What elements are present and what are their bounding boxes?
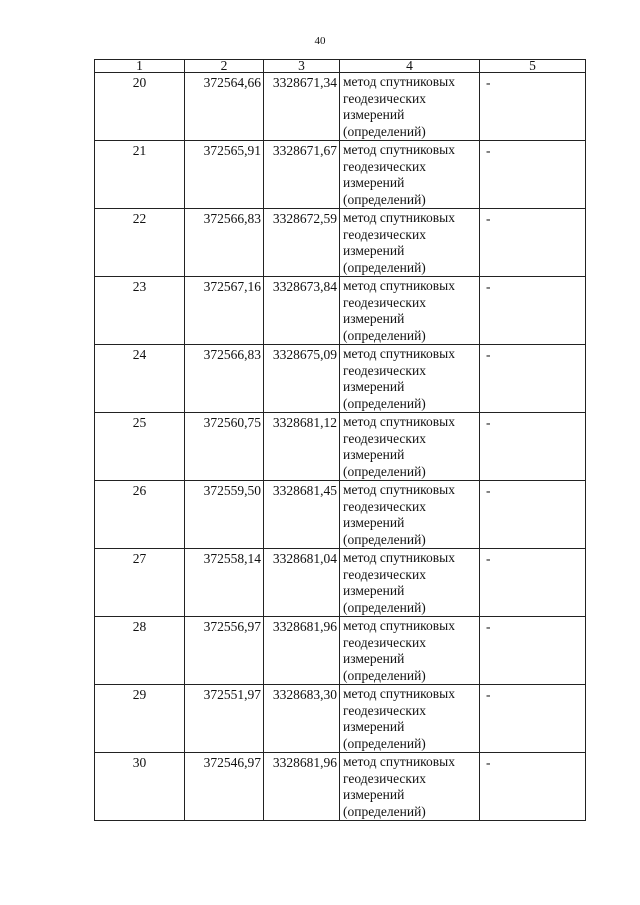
y-coordinate-cell: 3328673,84 bbox=[264, 277, 340, 345]
y-coordinate-cell: 3328672,59 bbox=[264, 209, 340, 277]
method-line: измерений bbox=[343, 447, 405, 462]
method-cell bbox=[340, 549, 480, 617]
table-row bbox=[95, 209, 586, 277]
note-cell: - bbox=[480, 685, 586, 753]
method-line: (определений) bbox=[343, 599, 426, 615]
y-coordinate-cell: 3328683,30 bbox=[264, 685, 340, 753]
y-coordinate-cell: 3328675,09 bbox=[264, 345, 340, 413]
point-number-cell: 29 bbox=[95, 685, 185, 753]
method-line: измерений bbox=[343, 379, 405, 394]
header-col-2: 2 bbox=[185, 60, 264, 73]
table-row bbox=[95, 141, 586, 209]
method-line: геодезических bbox=[343, 226, 426, 242]
note-cell: - bbox=[480, 481, 586, 549]
method-line: метод спутниковых bbox=[343, 74, 455, 89]
x-coordinate-cell: 372567,16 bbox=[185, 277, 264, 345]
y-coordinate-cell: 3328681,12 bbox=[264, 413, 340, 481]
point-number-cell: 23 bbox=[95, 277, 185, 345]
method-line: метод спутниковых bbox=[343, 210, 455, 225]
x-coordinate-cell: 372558,14 bbox=[185, 549, 264, 617]
method-line: геодезических bbox=[343, 566, 426, 582]
method-line: измерений bbox=[343, 175, 405, 190]
note-cell: - bbox=[480, 617, 586, 685]
x-coordinate-cell: 372564,66 bbox=[185, 73, 264, 141]
method-line: измерений bbox=[343, 787, 405, 802]
y-coordinate-cell: 3328671,34 bbox=[264, 73, 340, 141]
note-cell: - bbox=[480, 277, 586, 345]
method-line: измерений bbox=[343, 719, 405, 734]
method-line: геодезических bbox=[343, 430, 426, 446]
method-cell bbox=[340, 753, 480, 821]
method-line: геодезических bbox=[343, 702, 426, 718]
method-line: геодезических bbox=[343, 362, 426, 378]
header-col-3: 3 bbox=[264, 60, 340, 73]
method-line: (определений) bbox=[343, 259, 426, 275]
method-cell bbox=[340, 73, 480, 141]
method-line: геодезических bbox=[343, 158, 426, 174]
x-coordinate-cell: 372566,83 bbox=[185, 345, 264, 413]
header-col-1: 1 bbox=[95, 60, 185, 73]
point-number-cell: 25 bbox=[95, 413, 185, 481]
method-line: (определений) bbox=[343, 395, 426, 411]
point-number-cell: 28 bbox=[95, 617, 185, 685]
method-line: геодезических bbox=[343, 498, 426, 514]
method-line: геодезических bbox=[343, 90, 426, 106]
y-coordinate-cell: 3328681,96 bbox=[264, 753, 340, 821]
note-cell: - bbox=[480, 549, 586, 617]
method-cell bbox=[340, 345, 480, 413]
point-number-cell: 22 bbox=[95, 209, 185, 277]
x-coordinate-cell: 372566,83 bbox=[185, 209, 264, 277]
method-line: (определений) bbox=[343, 803, 426, 819]
header-col-4: 4 bbox=[340, 60, 480, 73]
table-body bbox=[95, 73, 586, 821]
header-col-5: 5 bbox=[480, 60, 586, 73]
point-number-cell: 20 bbox=[95, 73, 185, 141]
method-line: измерений bbox=[343, 311, 405, 326]
method-line: (определений) bbox=[343, 327, 426, 343]
method-line: метод спутниковых bbox=[343, 482, 455, 497]
table-row bbox=[95, 617, 586, 685]
table-row bbox=[95, 277, 586, 345]
method-line: (определений) bbox=[343, 667, 426, 683]
method-cell bbox=[340, 141, 480, 209]
table-row bbox=[95, 345, 586, 413]
method-line: измерений bbox=[343, 515, 405, 530]
method-line: геодезических bbox=[343, 294, 426, 310]
method-cell bbox=[340, 685, 480, 753]
table-row bbox=[95, 73, 586, 141]
y-coordinate-cell: 3328671,67 bbox=[264, 141, 340, 209]
note-cell: - bbox=[480, 141, 586, 209]
page-number: 40 bbox=[314, 35, 326, 47]
note-cell: - bbox=[480, 753, 586, 821]
table-row bbox=[95, 481, 586, 549]
point-number-cell: 27 bbox=[95, 549, 185, 617]
method-line: измерений bbox=[343, 107, 405, 122]
method-line: геодезических bbox=[343, 770, 426, 786]
method-line: метод спутниковых bbox=[343, 414, 455, 429]
method-line: метод спутниковых bbox=[343, 142, 455, 157]
point-number-cell: 24 bbox=[95, 345, 185, 413]
method-line: (определений) bbox=[343, 123, 426, 139]
method-line: (определений) bbox=[343, 735, 426, 751]
method-line: измерений bbox=[343, 243, 405, 258]
y-coordinate-cell: 3328681,45 bbox=[264, 481, 340, 549]
table-row bbox=[95, 549, 586, 617]
table-row bbox=[95, 753, 586, 821]
table-row bbox=[95, 413, 586, 481]
method-line: геодезических bbox=[343, 634, 426, 650]
point-number-cell: 21 bbox=[95, 141, 185, 209]
method-line: (определений) bbox=[343, 531, 426, 547]
y-coordinate-cell: 3328681,04 bbox=[264, 549, 340, 617]
method-line: измерений bbox=[343, 583, 405, 598]
note-cell: - bbox=[480, 73, 586, 141]
method-line: метод спутниковых bbox=[343, 346, 455, 361]
method-line: измерений bbox=[343, 651, 405, 666]
x-coordinate-cell: 372565,91 bbox=[185, 141, 264, 209]
point-number-cell: 26 bbox=[95, 481, 185, 549]
x-coordinate-cell: 372560,75 bbox=[185, 413, 264, 481]
method-line: метод спутниковых bbox=[343, 686, 455, 701]
method-line: метод спутниковых bbox=[343, 618, 455, 633]
method-cell bbox=[340, 413, 480, 481]
method-line: метод спутниковых bbox=[343, 550, 455, 565]
note-cell: - bbox=[480, 345, 586, 413]
method-cell bbox=[340, 481, 480, 549]
coordinates-table bbox=[94, 59, 586, 821]
method-cell bbox=[340, 277, 480, 345]
method-cell bbox=[340, 617, 480, 685]
table-row bbox=[95, 685, 586, 753]
note-cell: - bbox=[480, 209, 586, 277]
method-cell bbox=[340, 209, 480, 277]
x-coordinate-cell: 372559,50 bbox=[185, 481, 264, 549]
note-cell: - bbox=[480, 413, 586, 481]
x-coordinate-cell: 372551,97 bbox=[185, 685, 264, 753]
method-line: (определений) bbox=[343, 463, 426, 479]
x-coordinate-cell: 372546,97 bbox=[185, 753, 264, 821]
y-coordinate-cell: 3328681,96 bbox=[264, 617, 340, 685]
x-coordinate-cell: 372556,97 bbox=[185, 617, 264, 685]
method-line: метод спутниковых bbox=[343, 278, 455, 293]
header-row bbox=[95, 60, 586, 73]
point-number-cell: 30 bbox=[95, 753, 185, 821]
method-line: метод спутниковых bbox=[343, 754, 455, 769]
method-line: (определений) bbox=[343, 191, 426, 207]
